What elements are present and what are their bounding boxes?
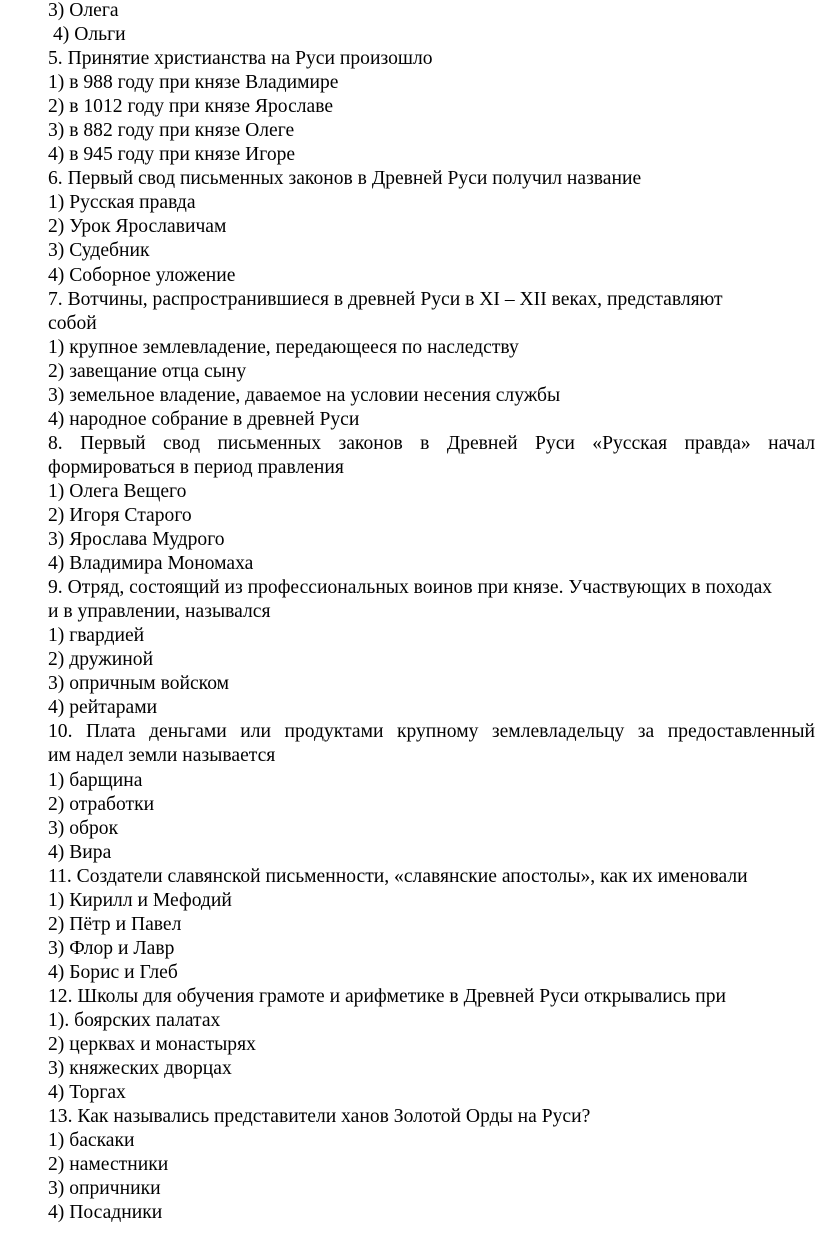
- question-heading-continued: им надел земли называется: [48, 745, 276, 767]
- text-line: 3) Олега: [48, 0, 119, 21]
- answer-option: 1) Кирилл и Мефодий: [48, 889, 232, 911]
- answer-option: 4) Владимира Мономаха: [48, 553, 254, 575]
- answer-option: 2) завещание отца сыну: [48, 360, 247, 382]
- answer-option: 1) крупное землевладение, передающееся по наследству: [48, 336, 519, 358]
- answer-option: 3) земельное владение, даваемое на условии несения службы: [48, 384, 561, 406]
- question-heading: [0, 720, 816, 744]
- answer-option: 3) в 882 году при князе Олеге: [48, 120, 295, 142]
- answer-option: 4) Соборное уложение: [48, 264, 236, 286]
- answer-option: 1). боярских палатах: [48, 1009, 221, 1031]
- answer-option: 1) Русская правда: [48, 192, 196, 214]
- question-heading-continued: формироваться в период правления: [48, 456, 344, 478]
- question-heading: 13. Как назывались представители ханов Золотой Орды на Руси?: [48, 1106, 591, 1128]
- answer-option: 4) Посадники: [48, 1202, 163, 1224]
- answer-option: 4) рейтарами: [48, 697, 158, 719]
- question-heading-text: 10. Плата деньгами или продуктами крупному землевладельцу за предоставленный: [48, 721, 815, 743]
- answer-option: 2) отработки: [48, 793, 155, 815]
- answer-option: 3) оброк: [48, 817, 119, 839]
- question-heading: 9. Отряд, состоящий из профессиональных воинов при князе. Участвующих в походах: [48, 577, 773, 599]
- answer-option: 3) опричники: [48, 1178, 161, 1200]
- answer-option: 3) княжеских дворцах: [48, 1058, 232, 1080]
- answer-option: 3) Флор и Лавр: [48, 937, 175, 959]
- answer-option: 3) опричным войском: [48, 673, 230, 695]
- question-heading-continued: собой: [48, 312, 97, 334]
- answer-option: 2) дружиной: [48, 649, 154, 671]
- answer-option: 4) Торгах: [48, 1082, 126, 1104]
- answer-option: 4) Борис и Глеб: [48, 961, 178, 983]
- question-heading: [0, 432, 816, 456]
- answer-option: 2) Урок Ярославичам: [48, 216, 227, 238]
- answer-option: 2) церквах и монастырях: [48, 1034, 256, 1056]
- answer-option: 2) Пётр и Павел: [48, 913, 182, 935]
- answer-option: 3) Судебник: [48, 240, 150, 262]
- answer-option: 2) в 1012 году при князе Ярославе: [48, 96, 334, 118]
- answer-option: 1) Олега Вещего: [48, 480, 187, 502]
- answer-option: 1) баскаки: [48, 1130, 135, 1152]
- answer-option: 4) Вира: [48, 841, 112, 863]
- answer-option: 4) народное собрание в древней Руси: [48, 408, 360, 430]
- question-heading: 5. Принятие христианства на Руси произошло: [48, 48, 433, 70]
- answer-option: 1) в 988 году при князе Владимире: [48, 72, 339, 94]
- question-heading-text: 8. Первый свод письменных законов в Древней Руси «Русская правда» начал: [48, 432, 815, 454]
- answer-option: 1) барщина: [48, 769, 143, 791]
- answer-option: 2) Игоря Старого: [48, 504, 192, 526]
- answer-option: 4) в 945 году при князе Игоре: [48, 144, 296, 166]
- question-heading: 7. Вотчины, распространившиеся в древней Руси в XI – XII веках, представляют: [48, 288, 723, 310]
- answer-option: 2) наместники: [48, 1154, 169, 1176]
- text-line: 4) Ольги: [53, 24, 126, 46]
- question-heading-continued: и в управлении, назывался: [48, 601, 271, 623]
- question-heading: 12. Школы для обучения грамоте и арифметике в Древней Руси открывались при: [48, 985, 727, 1007]
- question-heading: 11. Создатели славянской письменности, «славянские апостолы», как их именовали: [48, 865, 748, 887]
- question-heading: 6. Первый свод письменных законов в Древней Руси получил название: [48, 168, 642, 190]
- answer-option: 1) гвардией: [48, 625, 145, 647]
- answer-option: 3) Ярослава Мудрого: [48, 529, 225, 551]
